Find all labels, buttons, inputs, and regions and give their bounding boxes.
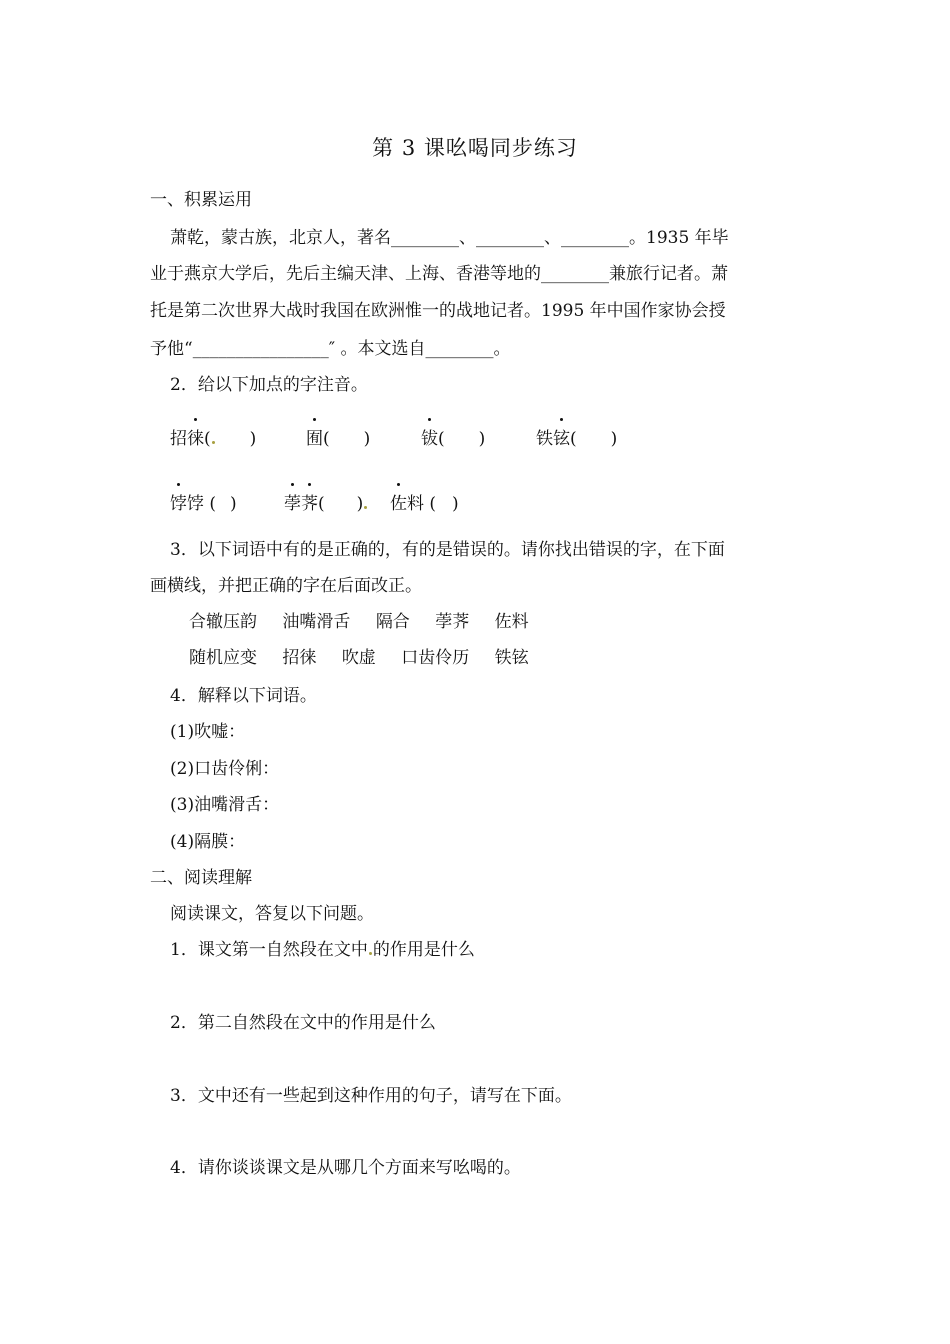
dotted-char: 徕 bbox=[187, 424, 204, 449]
vocab-row-2 bbox=[189, 646, 549, 670]
paren-close: ) bbox=[478, 429, 486, 449]
reading-q1-part-b: 的作用是什么 bbox=[372, 940, 475, 960]
paren-open: ( bbox=[204, 429, 211, 449]
q4-prompt: 4．解释以下词语。 bbox=[170, 686, 317, 706]
q4-item-3: (3)油嘴滑舌： bbox=[170, 795, 280, 815]
vocab-word: 荸荠 bbox=[435, 612, 470, 632]
char-rest: 饽 ( bbox=[187, 494, 217, 514]
paren-close: ) bbox=[230, 494, 237, 514]
q1-line-1: 萧乾，蒙古族，北京人，著名________、________、________。1935 年毕 bbox=[170, 228, 729, 248]
q4-item-4: (4)隔膜： bbox=[170, 832, 246, 852]
dotted-char: 荠 bbox=[301, 489, 318, 514]
reading-q1 bbox=[170, 938, 475, 962]
paren-close: ) bbox=[249, 429, 257, 449]
q4-item-2: (2)口齿伶俐： bbox=[170, 759, 280, 779]
pinyin-item-3 bbox=[421, 424, 485, 449]
paren-close: ) bbox=[356, 494, 364, 514]
vocab-word: 随机应变 bbox=[189, 648, 257, 668]
dotted-char: 钹 bbox=[421, 424, 438, 449]
vocab-word: 佐料 bbox=[494, 612, 529, 632]
q1-line-2: 业于燕京大学后，先后主编天津、上海、香港等地的________兼旅行记者。萧 bbox=[150, 264, 728, 284]
reading-q4: 4．请你谈谈课文是从哪几个方面来写吆喝的。 bbox=[170, 1158, 521, 1178]
page-title: 第 3 课吆喝同步练习 bbox=[372, 136, 578, 160]
pinyin-item-4 bbox=[536, 424, 617, 449]
char: 铁 bbox=[536, 429, 553, 449]
vocab-word: 招徕 bbox=[282, 648, 317, 668]
vocab-word: 油嘴滑舌 bbox=[282, 612, 351, 632]
paren-close: ) bbox=[363, 429, 371, 449]
q1-line-3: 托是第二次世界大战时我国在欧洲惟一的战地记者。1995 年中国作家协会授 bbox=[150, 301, 726, 321]
pinyin-item-2 bbox=[306, 424, 370, 449]
q1-line-4: 予他“________________″ 。本文选自________。 bbox=[150, 339, 511, 359]
pinyin-item-6 bbox=[284, 489, 368, 514]
vocab-word: 口齿伶历 bbox=[401, 648, 470, 668]
reading-q2: 2．第二自然段在文中的作用是什么 bbox=[170, 1013, 436, 1033]
dotted-char: 佐 bbox=[390, 489, 407, 514]
paren-close: ) bbox=[610, 429, 618, 449]
section2-intro: 阅读课文，答复以下问题。 bbox=[170, 904, 374, 924]
reading-q3: 3．文中还有一些起到这种作用的句子，请写在下面。 bbox=[170, 1086, 572, 1106]
reading-q1-part-a: 1．课文第一自然段在文中 bbox=[170, 940, 368, 960]
marker-dot bbox=[369, 952, 372, 955]
vocab-word: 铁铉 bbox=[494, 648, 529, 668]
vocab-word: 合辙压韵 bbox=[189, 612, 257, 632]
paren-close: ) bbox=[452, 494, 459, 514]
q2-prompt: 2．给以下加点的字注音。 bbox=[170, 375, 368, 395]
q3-line-2: 画横线，并把正确的字在后面改正。 bbox=[150, 576, 422, 596]
section2-heading: 二、阅读理解 bbox=[150, 868, 252, 888]
marker-dot bbox=[212, 441, 215, 444]
dotted-char: 铉 bbox=[553, 424, 570, 449]
marker-dot bbox=[364, 506, 367, 509]
q3-line-1: 3．以下词语中有的是正确的，有的是错误的。请你找出错误的字，在下面 bbox=[170, 540, 725, 560]
paren-open: ( bbox=[570, 429, 577, 449]
q4-item-1: (1)吹嘘： bbox=[170, 722, 246, 742]
char-rest: 料 ( bbox=[407, 494, 437, 514]
dotted-char: 荸 bbox=[284, 489, 301, 514]
vocab-row-1 bbox=[189, 610, 549, 634]
dotted-char: 囿 bbox=[306, 424, 323, 449]
pinyin-item-5 bbox=[170, 489, 237, 514]
char: 招 bbox=[170, 429, 187, 449]
vocab-word: 吹虚 bbox=[341, 648, 376, 668]
paren-open: ( bbox=[438, 429, 445, 449]
pinyin-item-1 bbox=[170, 424, 256, 449]
paren-open: ( bbox=[323, 429, 330, 449]
section1-heading: 一、积累运用 bbox=[150, 190, 252, 210]
pinyin-item-7 bbox=[390, 489, 459, 514]
paren-open: ( bbox=[318, 494, 325, 514]
dotted-char: 饽 bbox=[170, 489, 187, 514]
vocab-word: 隔合 bbox=[375, 612, 410, 632]
